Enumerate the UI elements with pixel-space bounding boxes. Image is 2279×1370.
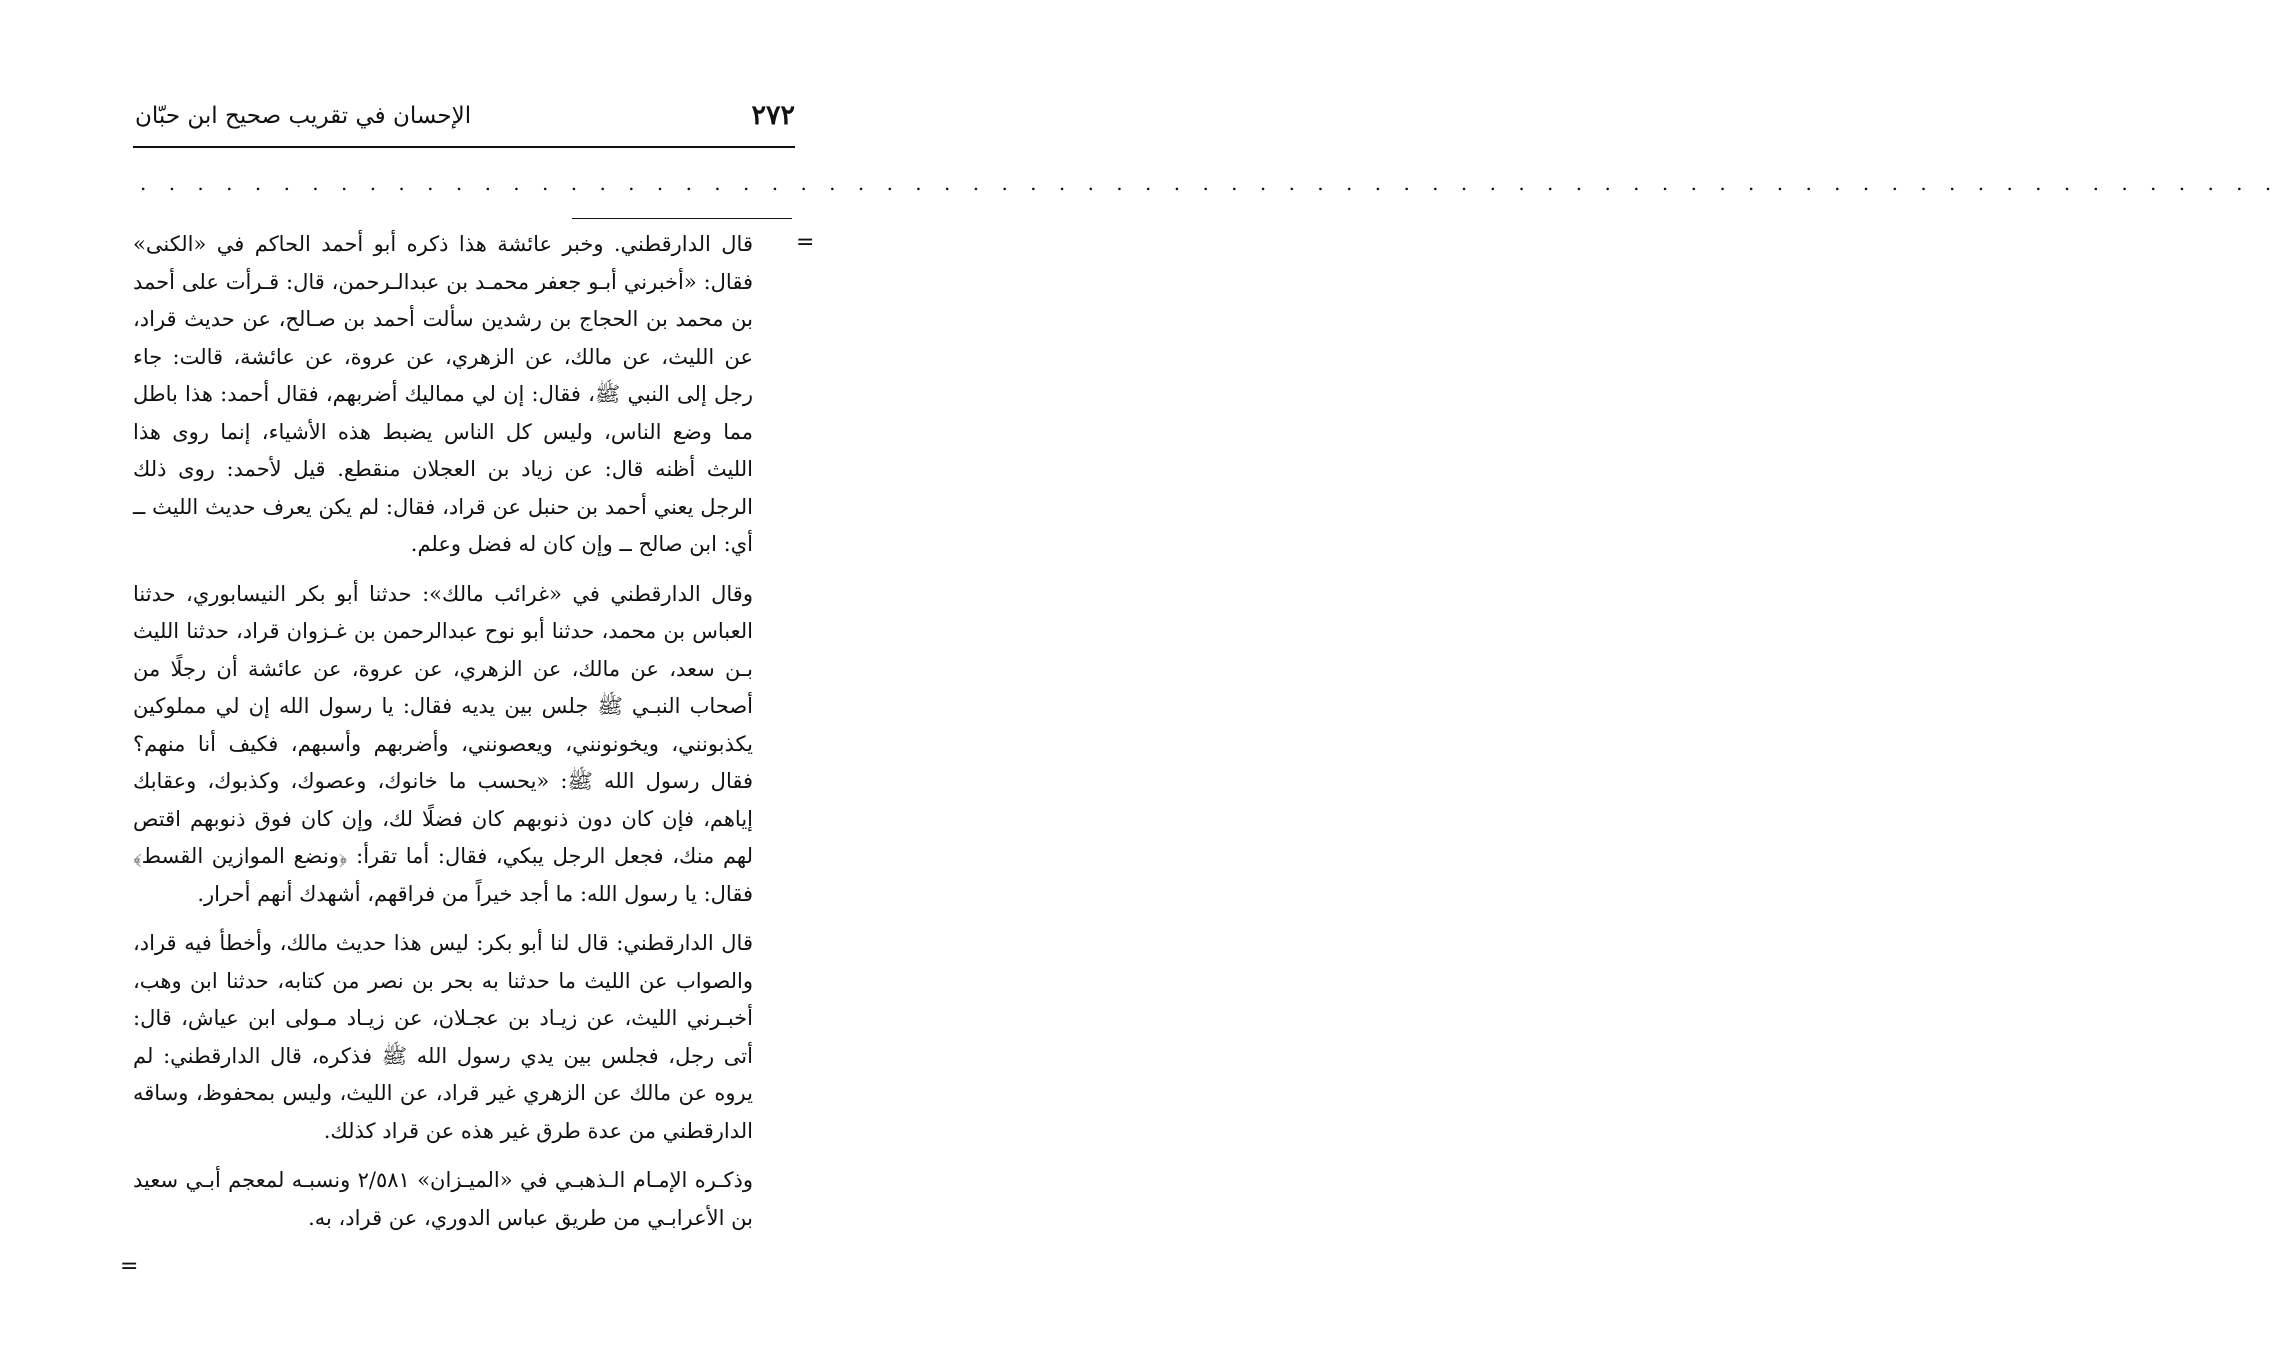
continuation-mark-bottom: =: [120, 1254, 139, 1279]
paragraph-3: قال الدارقطني: قال لنا أبو بكر: ليس هذا حديث مالك، وأخطأ فيه قراد، والصواب عن الليث ما حدثنا به بحر بن نصر من كتابه، حدثنا ابن وهب، أخبـرني الليث، عن زيـاد بن عجـلان، عن زيـاد مـولى ابن عياش، قال: أتى رجل، فجلس بين يدي رسول الله ﷺ فذكره، قال الدارقطني: لم يروه عن مالك عن الزهري غير قراد، عن الليث، وليس بمحفوظ، وساقه الدارقطني من عدة طرق غير هذه عن قراد كذلك.: [133, 931, 753, 1143]
footnote-text: [133, 226, 753, 1237]
page-number: ٢٧٢: [751, 100, 795, 131]
dotted-separator: . . . . . . . . . . . . . . . . . . . . . . . . . . . . . . . . . . . . . . . . . . . . . . . . . . . . . . . . . . . . . . . . . . . . . . . . . . .: [140, 171, 2279, 195]
page-header: [135, 96, 795, 136]
running-title: الإحسان في تقريب صحيح ابن حبّان: [135, 103, 472, 129]
paragraph-1: قال الدارقطني. وخبر عائشة هذا ذكره أبو أحمد الحاكم في «الكنى» فقال: «أخبرني أبـو جعفر محمـد بن عبدالـرحمن، قال: قـرأت على أحمد بن محمد بن الحجاج بن رشدين سألت أحمد بن صـالح، عن حديث قراد، عن الليث، عن مالك، عن الزهري، عن عروة، عن عائشة، قالت: جاء رجل إلى النبي ﷺ، فقال: إن لي مماليك أضربهم، فقال أحمد: هذا باطل مما وضع الناس، وليس كل الناس يضبط هذه الأشياء، إنما روى هذا الليث أظنه قال: عن زياد بن العجلان منقطع. قيل لأحمد: روى ذلك الرجل يعني أحمد بن حنبل عن قراد، فقال: لم يكن يعرف حديث الليث ــ أي: ابن صالح ــ وإن كان له فضل وعلم.: [133, 232, 753, 556]
paragraph-4: وذكـره الإمـام الـذهبـي في «الميـزان» ٢/٥٨١ ونسبـه لمعجم أبـي سعيد بن الأعرابـي من طريق عباس الدوري، عن قراد، به.: [133, 1168, 754, 1230]
footnote-rule: [572, 218, 792, 219]
continuation-mark-top: =: [796, 230, 815, 255]
header-rule: [133, 146, 795, 148]
paragraph-2: وقال الدارقطني في «غرائب مالك»: حدثنا أبو بكر النيسابوري، حدثنا العباس بن محمد، حدثنا أبو نوح عبدالرحمن بن غـزوان قراد، حدثنا الليث بـن سعد، عن مالك، عن الزهري، عن عروة، عن عائشة أن رجلًا من أصحاب النبـي ﷺ جلس بين يديه فقال: يا رسول الله إن لي مملوكين يكذبونني، ويخونونني، ويعصونني، وأضربهم وأسبهم، فكيف أنا منهم؟ فقال رسول الله ﷺ: «يحسب ما خانوك، وعصوك، وكذبوك، وعقابك إياهم، فإن كان دون ذنوبهم كان فضلًا لك، وإن كان فوق ذنوبهم اقتص لهم منك، فجعل الرجل يبكي، فقال: أما تقرأ: ﴿ونضع الموازين القسط﴾ فقال: يا رسول الله: ما أجد خيراً من فراقهم، أشهدك أنهم أحرار.: [133, 581, 753, 906]
